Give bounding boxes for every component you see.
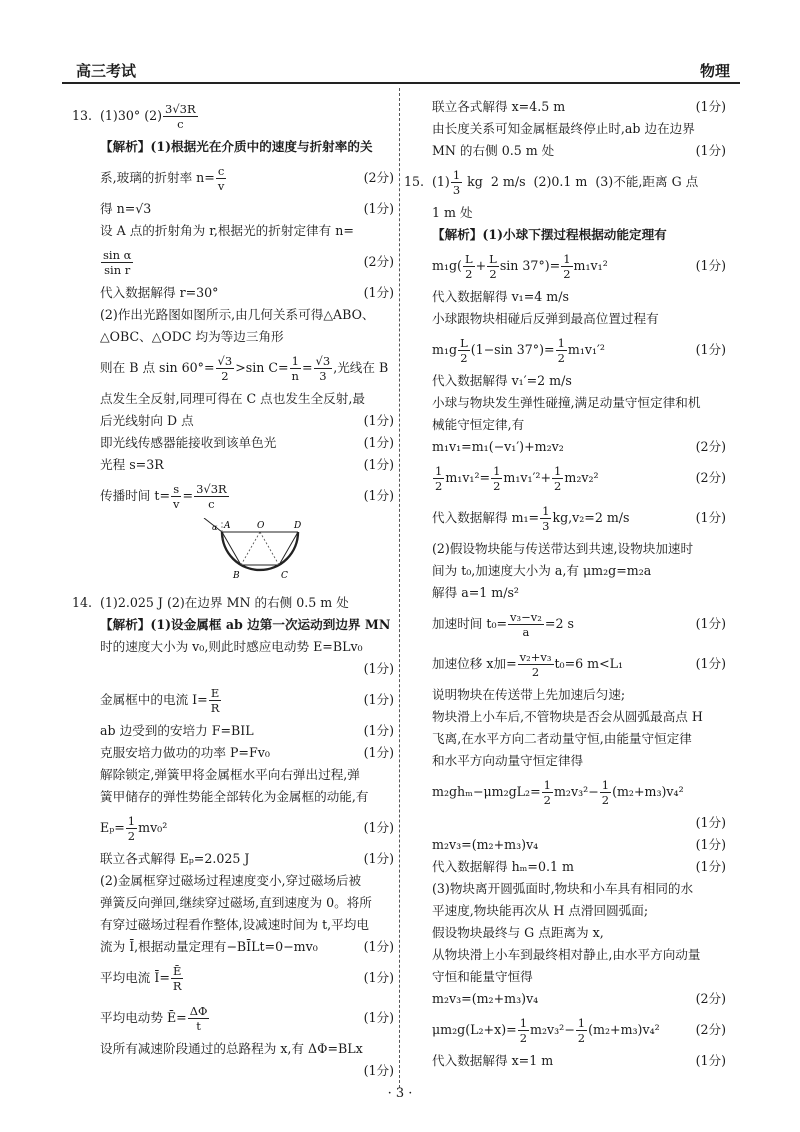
- q13-line: [72, 198, 394, 220]
- q14-line: 簧甲储存的弹性势能全部转化为金属框的动能,有: [100, 789, 369, 804]
- text: 代入数据解得 m₁=: [432, 510, 540, 525]
- score: (1分): [695, 143, 726, 158]
- frac-den: a: [522, 624, 530, 639]
- q14-line: [72, 998, 394, 1038]
- frac-num: s: [173, 481, 180, 496]
- q14-line: (2)金属框穿过磁场过程速度变小,穿过磁场后被: [100, 873, 362, 888]
- fraction: [171, 964, 184, 993]
- frac-num: 1: [542, 503, 550, 518]
- text: μm₂g(L₂+x)=: [432, 1022, 517, 1037]
- q14-line: 由长度关系可知金属框最终停止时,ab 边在边界: [432, 121, 695, 136]
- page-header: [62, 56, 740, 84]
- text: (1−sin 37°)=: [470, 342, 555, 357]
- q13-answer: [72, 96, 394, 136]
- q15-line: [404, 856, 726, 878]
- q13-line: [72, 410, 394, 432]
- fraction: [209, 686, 222, 715]
- text: m₂v₂²: [564, 470, 599, 485]
- text: m₁g: [432, 342, 458, 357]
- text: 代入数据解得 hₘ=0.1 m: [432, 859, 574, 874]
- text: m₂v₃²−: [530, 1022, 575, 1037]
- text: 传播时间 t=: [100, 488, 170, 503]
- right-column: [404, 96, 726, 1072]
- q13-line: [72, 158, 394, 198]
- q14-line: [72, 658, 394, 680]
- text: =: [182, 488, 194, 503]
- q15-line: [404, 436, 726, 458]
- frac-den: c: [177, 116, 184, 131]
- score: (1分): [363, 285, 394, 300]
- header-title: 高三考试: [76, 62, 137, 80]
- frac-num: 1: [557, 335, 565, 350]
- score: (1分): [695, 1053, 726, 1068]
- text: 联立各式解得 x=4.5 m: [432, 99, 566, 114]
- frac-den: 2: [460, 350, 468, 365]
- q15-line: [404, 834, 726, 856]
- q15-line: [404, 246, 726, 286]
- frac-num: c: [217, 163, 225, 178]
- text: t₀=6 m<L₁: [554, 656, 624, 671]
- frac-den: 3: [319, 368, 327, 383]
- score: (1分): [363, 939, 394, 954]
- text: 平均电动势 Ē=: [100, 1010, 187, 1025]
- text: 得 n=√3: [100, 201, 152, 216]
- frac-num: 1: [601, 777, 610, 792]
- q15-line: 飞离,在水平方向二者动量守恒,由能量守恒定律: [432, 731, 692, 746]
- q15-analysis-title: 【解析】(1)小球下摆过程根据动能定理有: [432, 227, 667, 242]
- frac-den: 2: [127, 828, 136, 843]
- score: (1分): [695, 258, 726, 273]
- score: (1分): [695, 99, 726, 114]
- q14-line: [72, 808, 394, 848]
- score: (1分): [695, 859, 726, 874]
- label-a: A: [224, 521, 231, 531]
- text: 系,玻璃的折射率 n=: [100, 170, 215, 185]
- fraction: [540, 504, 551, 533]
- frac-num: 1: [452, 167, 461, 182]
- light-path-figure: [72, 516, 394, 592]
- q14-line: [72, 720, 394, 742]
- q15-line: [404, 772, 726, 812]
- label-alpha: α: [212, 523, 218, 532]
- fraction: [194, 482, 229, 511]
- fraction: [216, 354, 235, 383]
- frac-den: t: [196, 1018, 201, 1033]
- text: m₁v₁²: [573, 258, 608, 273]
- text: ab 边受到的安培力 F=BIL: [100, 723, 254, 738]
- text: (m₂+m₃)v₄²: [588, 1022, 660, 1037]
- light-path-diagram: [202, 518, 302, 590]
- q15-line: 从物块滑上小车到最终相对静止,由水平方向动量: [432, 947, 701, 962]
- text: 代入数据解得 r=30°: [100, 285, 219, 300]
- text: m₁v₁′²+: [503, 470, 552, 485]
- text: m₁v₁²=: [445, 470, 491, 485]
- score: (1分): [363, 1010, 394, 1025]
- frac-den: c: [208, 496, 215, 511]
- fraction: [458, 336, 470, 365]
- label-d: D: [294, 521, 302, 531]
- text: ,光线在 B: [333, 360, 389, 375]
- fraction: [542, 778, 553, 807]
- text: m₁g(: [432, 258, 462, 273]
- q15-line: [404, 1010, 726, 1050]
- text: mv₀²: [138, 820, 168, 835]
- column-divider: [399, 88, 401, 1088]
- text: >sin C=: [235, 360, 289, 375]
- q15-line: 物块滑上小车后,不管物块是否会从圆弧最高点 H: [432, 709, 703, 724]
- frac-num: 1: [127, 813, 136, 828]
- frac-num: L: [460, 335, 468, 350]
- score: (1分): [695, 616, 726, 631]
- text: =: [301, 360, 313, 375]
- fraction: [126, 814, 137, 843]
- score: (1分): [695, 342, 726, 357]
- text: (m₂+m₃)v₄²: [612, 784, 684, 799]
- q13-line: 设 A 点的折射角为 r,根据光的折射定律有 n=: [100, 223, 354, 238]
- q14-line: [72, 1060, 394, 1082]
- frac-den: 2: [489, 266, 497, 281]
- left-column: [72, 96, 394, 1082]
- text: m₂ghₘ−μm₂gL₂=: [432, 784, 541, 799]
- q14-line: [72, 936, 394, 958]
- frac-den: v: [217, 178, 225, 193]
- frac-num: 1: [493, 463, 501, 478]
- score: (1分): [695, 837, 726, 852]
- text: 联立各式解得 Eₚ=2.025 J: [100, 851, 250, 866]
- q14-answer: [72, 592, 394, 614]
- text: 加速时间 t₀=: [432, 616, 508, 631]
- q15-line: 间为 t₀,加速度大小为 a,有 μm₂g=m₂a: [432, 563, 652, 578]
- q15-line: 小球跟物块相碰后反弹到最高位置过程有: [432, 311, 659, 326]
- text: m₁v₁=m₁(−v₁′)+m₂v₂: [432, 439, 564, 454]
- frac-den: 2: [554, 478, 562, 493]
- score: (1分): [363, 488, 394, 503]
- q15-line: 平速度,物块能再次从 H 点滑回圆弧面;: [432, 903, 649, 918]
- q15-line: (2)假设物块能与传送带达到共速,设物块加速时: [432, 541, 694, 556]
- q13-line: [72, 454, 394, 476]
- text: 加速位移 x加=: [432, 656, 517, 671]
- fraction: [101, 248, 133, 277]
- text: =2 s: [544, 616, 574, 631]
- text: (1): [432, 174, 450, 189]
- label-c: C: [281, 571, 288, 581]
- score: (2分): [695, 439, 726, 454]
- q15-line: [404, 458, 726, 498]
- frac-den: sin r: [104, 262, 131, 277]
- score: (1分): [695, 815, 726, 830]
- q15-line: [404, 988, 726, 1010]
- frac-num: 1: [291, 353, 299, 368]
- frac-den: 2: [519, 1030, 528, 1045]
- frac-num: ΔΦ: [189, 1003, 208, 1018]
- frac-num: 1: [519, 1015, 528, 1030]
- q13-line: (2)作出光路图如图所示,由几何关系可得△ABO、: [100, 307, 375, 322]
- frac-den: 2: [493, 478, 501, 493]
- score: (1分): [363, 1063, 394, 1078]
- q15-answer: [404, 162, 726, 202]
- frac-den: 2: [557, 350, 565, 365]
- fraction: [188, 1004, 210, 1033]
- score: (1分): [363, 820, 394, 835]
- q15-line: 和水平方向动量守恒定律得: [432, 753, 584, 768]
- score: (2分): [363, 254, 394, 269]
- text: Eₚ=: [100, 820, 125, 835]
- fraction: [487, 252, 499, 281]
- frac-num: 3√3R: [165, 101, 196, 116]
- text: 后光线射向 D 点: [100, 413, 194, 428]
- text: m₂v₃=(m₂+m₃)v₄: [432, 991, 539, 1006]
- score: (2分): [695, 1022, 726, 1037]
- frac-num: 3√3R: [196, 481, 227, 496]
- fraction: [518, 650, 554, 679]
- q14-line: [72, 848, 394, 870]
- frac-den: n: [291, 368, 299, 383]
- text: (1)2.025 J (2)在边界 MN 的右侧 0.5 m 处: [100, 595, 349, 610]
- frac-den: 2: [435, 478, 443, 493]
- score: (1分): [363, 745, 394, 760]
- fraction: [433, 464, 444, 493]
- q13-line: [72, 348, 394, 388]
- score: (1分): [363, 851, 394, 866]
- dashed-oc: [260, 532, 279, 565]
- fraction: [552, 464, 563, 493]
- q15-line: 代入数据解得 v₁′=2 m/s: [432, 373, 572, 388]
- text: sin 37°)=: [499, 258, 561, 273]
- q13-line: △OBC、△ODC 均为等边三角形: [100, 329, 284, 344]
- frac-num: 1: [554, 463, 562, 478]
- frac-num: sin α: [103, 247, 132, 262]
- text: 克服安培力做功的功率 P=Fv₀: [100, 745, 270, 760]
- fraction: [163, 102, 198, 131]
- frac-den: 2: [601, 792, 610, 807]
- score: (2分): [695, 991, 726, 1006]
- q14-line: [404, 140, 726, 162]
- score: (1分): [363, 435, 394, 450]
- q15-line: 械能守恒定律,有: [432, 417, 525, 432]
- q15-line: 说明物块在传送带上先加速后匀速;: [432, 687, 626, 702]
- frac-den: 2: [465, 266, 473, 281]
- frac-num: v₂+v₃: [519, 649, 552, 664]
- q15-line: [404, 644, 726, 684]
- q15-line: [404, 812, 726, 834]
- fraction: [576, 1016, 587, 1045]
- score: (2分): [695, 470, 726, 485]
- text: m₁v₁′²: [567, 342, 605, 357]
- frac-num: 1: [563, 251, 571, 266]
- frac-num: √3: [217, 353, 233, 368]
- text: +: [475, 258, 487, 273]
- q15-line: (3)物块离开圆弧面时,物块和小车具有相同的水: [432, 881, 694, 896]
- q14-line: [72, 958, 394, 998]
- frac-den: 2: [221, 368, 229, 383]
- q14-line: [72, 680, 394, 720]
- q14-line: 时的速度大小为 v₀,则此时感应电动势 E=BLv₀: [100, 639, 363, 654]
- frac-den: 2: [543, 792, 551, 807]
- fraction: [518, 1016, 529, 1045]
- text: m₂v₃=(m₂+m₃)v₄: [432, 837, 539, 852]
- q15-line: 代入数据解得 v₁=4 m/s: [432, 289, 569, 304]
- q15-line: [404, 330, 726, 370]
- text: 流为 Ī,根据动量定理有−BĪLt=0−mv₀: [100, 939, 318, 954]
- frac-num: 1: [543, 777, 551, 792]
- q15-line: [404, 604, 726, 644]
- label-b: B: [233, 571, 240, 581]
- text: 光程 s=3R: [100, 457, 164, 472]
- q13-line: [72, 242, 394, 282]
- text: MN 的右侧 0.5 m 处: [432, 143, 555, 158]
- frac-den: R: [172, 978, 182, 993]
- q14-line: 有穿过磁场过程看作整体,设减速时间为 t,平均电: [100, 917, 369, 932]
- header-subject: 物理: [699, 62, 730, 80]
- fraction: [451, 168, 462, 197]
- fraction: [491, 464, 502, 493]
- fraction: [508, 610, 544, 639]
- fraction: [290, 354, 301, 383]
- score: (2分): [363, 170, 394, 185]
- q14-line: [404, 96, 726, 118]
- q15-line: [404, 498, 726, 538]
- frac-num: v₃−v₂: [510, 609, 542, 624]
- score: (1分): [363, 457, 394, 472]
- frac-num: 1: [577, 1015, 586, 1030]
- q15-line: 假设物块最终与 G 点距离为 x,: [432, 925, 604, 940]
- fraction: [463, 252, 475, 281]
- fraction: [556, 336, 567, 365]
- q13-line: [72, 432, 394, 454]
- frac-den: 2: [577, 1030, 586, 1045]
- label-o: O: [257, 521, 265, 531]
- score: (1分): [363, 723, 394, 738]
- frac-num: Ē: [173, 963, 182, 978]
- fraction: [314, 354, 333, 383]
- frac-num: E: [210, 685, 220, 700]
- score: (1分): [695, 656, 726, 671]
- q14-line: 弹簧反向弹回,继续穿过磁场,直到速度为 0。将所: [100, 895, 372, 910]
- frac-den: 2: [563, 266, 571, 281]
- fraction: [216, 164, 227, 193]
- q13-analysis-title: 【解析】(1)根据光在介质中的速度与折射率的关: [100, 139, 373, 154]
- page-number: · 3 ·: [387, 1086, 413, 1101]
- text: 平均电流 Ī=: [100, 970, 170, 985]
- q14-line: [72, 742, 394, 764]
- frac-num: 1: [435, 463, 443, 478]
- text: 即光线传感器能接收到该单色光: [100, 435, 277, 450]
- q15-line: [404, 1050, 726, 1072]
- frac-den: 3: [542, 518, 550, 533]
- q13-line: [72, 282, 394, 304]
- q13-number: 13.: [72, 108, 93, 123]
- q15-line: 1 m 处: [432, 205, 473, 220]
- score: (1分): [363, 661, 394, 676]
- q15-line: 守恒和能量守恒得: [432, 969, 533, 984]
- frac-den: 3: [452, 182, 461, 197]
- frac-num: √3: [315, 353, 331, 368]
- frac-den: v: [173, 496, 180, 511]
- fraction: [561, 252, 572, 281]
- fraction: [600, 778, 611, 807]
- score: (1分): [363, 201, 394, 216]
- score: (1分): [363, 413, 394, 428]
- text: kg,v₂=2 m/s: [552, 510, 630, 525]
- fraction: [171, 482, 182, 511]
- frac-den: R: [210, 700, 220, 715]
- text: 则在 B 点 sin 60°=: [100, 360, 215, 375]
- frac-num: L: [489, 251, 497, 266]
- q15-line: 小球与物块发生弹性碰撞,满足动量守恒定律和机: [432, 395, 701, 410]
- text: kg 2 m/s (2)0.1 m (3)不能,距离 G 点: [463, 174, 699, 189]
- text: m₂v₃²−: [553, 784, 599, 799]
- q15-number: 15.: [404, 174, 425, 189]
- frac-den: 2: [531, 664, 540, 679]
- text: 代入数据解得 x=1 m: [432, 1053, 554, 1068]
- score: (1分): [695, 510, 726, 525]
- q13-ans-a: (1)30°: [100, 108, 141, 123]
- q13-ans-b-pre: (2): [144, 108, 163, 123]
- q14-number: 14.: [72, 595, 93, 610]
- frac-num: L: [464, 251, 473, 266]
- q14-analysis-title: 【解析】(1)设金属框 ab 边第一次运动到边界 MN: [100, 617, 391, 632]
- score: (1分): [363, 970, 394, 985]
- q13-line: [72, 476, 394, 516]
- score: (1分): [363, 692, 394, 707]
- text: 金属框中的电流 I=: [100, 692, 208, 707]
- dashed-ob: [241, 532, 260, 565]
- q14-line: 设所有减速阶段通过的总路程为 x,有 ΔΦ=BLx: [100, 1041, 363, 1056]
- q14-line: 解除锁定,弹簧甲将金属框水平向右弹出过程,弹: [100, 767, 360, 782]
- q13-line: 点发生全反射,同理可得在 C 点也发生全反射,最: [100, 391, 365, 406]
- q15-line: 解得 a=1 m/s²: [432, 585, 519, 600]
